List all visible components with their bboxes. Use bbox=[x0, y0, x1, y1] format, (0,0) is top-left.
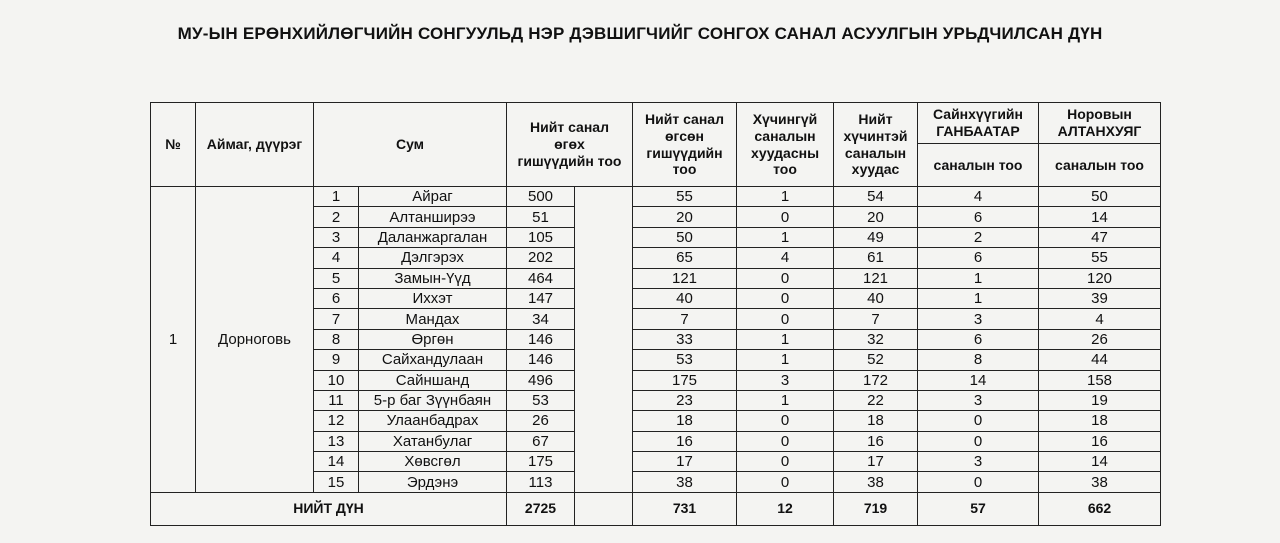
row-invalid: 1 bbox=[737, 329, 834, 349]
row-valid: 20 bbox=[834, 207, 918, 227]
row-invalid: 4 bbox=[737, 248, 834, 268]
row-valid: 32 bbox=[834, 329, 918, 349]
row-candidate2: 4 bbox=[1039, 309, 1161, 329]
row-candidate1: 0 bbox=[918, 431, 1039, 451]
row-index: 1 bbox=[314, 187, 359, 207]
row-eligible: 146 bbox=[507, 350, 575, 370]
row-index: 7 bbox=[314, 309, 359, 329]
results-body bbox=[151, 187, 1161, 526]
row-candidate2: 120 bbox=[1039, 268, 1161, 288]
row-candidate1: 6 bbox=[918, 207, 1039, 227]
row-index: 4 bbox=[314, 248, 359, 268]
row-invalid: 1 bbox=[737, 227, 834, 247]
row-candidate2: 19 bbox=[1039, 390, 1161, 410]
row-index: 10 bbox=[314, 370, 359, 390]
row-candidate1: 1 bbox=[918, 288, 1039, 308]
row-index: 9 bbox=[314, 350, 359, 370]
header-voted: Нийт санал өгсөн гишүүдийн тоо bbox=[633, 103, 737, 187]
row-index: 15 bbox=[314, 472, 359, 492]
row-voted: 7 bbox=[633, 309, 737, 329]
row-candidate2: 50 bbox=[1039, 187, 1161, 207]
row-voted: 33 bbox=[633, 329, 737, 349]
row-candidate1: 0 bbox=[918, 472, 1039, 492]
row-candidate1: 6 bbox=[918, 329, 1039, 349]
row-candidate2: 18 bbox=[1039, 411, 1161, 431]
row-invalid: 0 bbox=[737, 431, 834, 451]
row-candidate1: 3 bbox=[918, 452, 1039, 472]
row-index: 5 bbox=[314, 268, 359, 288]
row-sum-name: Замын-Үүд bbox=[359, 268, 507, 288]
row-voted: 18 bbox=[633, 411, 737, 431]
row-gap bbox=[575, 390, 633, 410]
row-valid: 17 bbox=[834, 452, 918, 472]
row-gap bbox=[575, 288, 633, 308]
row-gap bbox=[575, 350, 633, 370]
header-candidate1-sub: саналын тоо bbox=[918, 144, 1039, 187]
row-candidate2: 38 bbox=[1039, 472, 1161, 492]
row-gap bbox=[575, 472, 633, 492]
header-aimag: Аймаг, дүүрэг bbox=[196, 103, 314, 187]
row-invalid: 0 bbox=[737, 411, 834, 431]
row-index: 6 bbox=[314, 288, 359, 308]
row-sum-name: Даланжаргалан bbox=[359, 227, 507, 247]
row-voted: 20 bbox=[633, 207, 737, 227]
row-valid: 16 bbox=[834, 431, 918, 451]
row-candidate1: 1 bbox=[918, 268, 1039, 288]
row-valid: 172 bbox=[834, 370, 918, 390]
row-eligible: 147 bbox=[507, 288, 575, 308]
row-candidate1: 6 bbox=[918, 248, 1039, 268]
row-eligible: 51 bbox=[507, 207, 575, 227]
totals-gap bbox=[575, 492, 633, 525]
row-index: 14 bbox=[314, 452, 359, 472]
row-valid: 7 bbox=[834, 309, 918, 329]
row-sum-name: Улаанбадрах bbox=[359, 411, 507, 431]
header-no: № bbox=[151, 103, 196, 187]
totals-voted: 731 bbox=[633, 492, 737, 525]
row-eligible: 105 bbox=[507, 227, 575, 247]
totals-row bbox=[151, 492, 1161, 525]
row-candidate1: 8 bbox=[918, 350, 1039, 370]
row-eligible: 113 bbox=[507, 472, 575, 492]
row-valid: 22 bbox=[834, 390, 918, 410]
header-candidate2-sub: саналын тоо bbox=[1039, 144, 1161, 187]
row-voted: 17 bbox=[633, 452, 737, 472]
row-invalid: 0 bbox=[737, 309, 834, 329]
row-candidate2: 14 bbox=[1039, 452, 1161, 472]
document-title: МУ-ЫН ЕРӨНХИЙЛӨГЧИЙН СОНГУУЛЬД НЭР ДЭВШИГЧИЙГ СОНГОХ САНАЛ АСУУЛГЫН УРЬДЧИЛСАН ДҮН bbox=[177, 24, 1103, 43]
row-gap bbox=[575, 187, 633, 207]
row-candidate2: 47 bbox=[1039, 227, 1161, 247]
header-candidate1-name: Сайнхүүгийн ГАНБААТАР bbox=[918, 103, 1039, 144]
row-voted: 53 bbox=[633, 350, 737, 370]
row-sum-name: Иххэт bbox=[359, 288, 507, 308]
row-index: 13 bbox=[314, 431, 359, 451]
row-valid: 52 bbox=[834, 350, 918, 370]
row-sum-name: Айраг bbox=[359, 187, 507, 207]
row-eligible: 67 bbox=[507, 431, 575, 451]
row-candidate2: 44 bbox=[1039, 350, 1161, 370]
results-table bbox=[150, 102, 1161, 526]
row-eligible: 464 bbox=[507, 268, 575, 288]
row-voted: 23 bbox=[633, 390, 737, 410]
row-candidate2: 16 bbox=[1039, 431, 1161, 451]
row-index: 12 bbox=[314, 411, 359, 431]
row-candidate1: 14 bbox=[918, 370, 1039, 390]
row-eligible: 34 bbox=[507, 309, 575, 329]
totals-candidate1: 57 bbox=[918, 492, 1039, 525]
row-valid: 54 bbox=[834, 187, 918, 207]
row-gap bbox=[575, 452, 633, 472]
row-candidate1: 4 bbox=[918, 187, 1039, 207]
row-sum-name: Өргөн bbox=[359, 329, 507, 349]
row-eligible: 175 bbox=[507, 452, 575, 472]
row-gap bbox=[575, 411, 633, 431]
header-invalid: Хүчингүй саналын хуудасны тоо bbox=[737, 103, 834, 187]
row-invalid: 0 bbox=[737, 452, 834, 472]
row-eligible: 26 bbox=[507, 411, 575, 431]
row-gap bbox=[575, 268, 633, 288]
header-eligible: Нийт санал өгөх гишүүдийн тоо bbox=[507, 103, 633, 187]
row-gap bbox=[575, 227, 633, 247]
row-valid: 121 bbox=[834, 268, 918, 288]
row-candidate1: 0 bbox=[918, 411, 1039, 431]
header-candidate2-name: Норовын АЛТАНХУЯГ bbox=[1039, 103, 1161, 144]
totals-valid: 719 bbox=[834, 492, 918, 525]
row-valid: 61 bbox=[834, 248, 918, 268]
row-sum-name: 5-р баг Зүүнбаян bbox=[359, 390, 507, 410]
row-voted: 121 bbox=[633, 268, 737, 288]
row-sum-name: Алтанширээ bbox=[359, 207, 507, 227]
row-invalid: 0 bbox=[737, 268, 834, 288]
totals-invalid: 12 bbox=[737, 492, 834, 525]
header-valid: Нийт хүчинтэй саналын хуудас bbox=[834, 103, 918, 187]
row-eligible: 146 bbox=[507, 329, 575, 349]
group-number: 1 bbox=[151, 187, 196, 493]
row-candidate2: 55 bbox=[1039, 248, 1161, 268]
row-voted: 38 bbox=[633, 472, 737, 492]
row-candidate1: 3 bbox=[918, 309, 1039, 329]
group-aimag: Дорноговь bbox=[196, 187, 314, 493]
row-gap bbox=[575, 207, 633, 227]
row-sum-name: Мандах bbox=[359, 309, 507, 329]
row-candidate2: 39 bbox=[1039, 288, 1161, 308]
row-index: 8 bbox=[314, 329, 359, 349]
row-invalid: 0 bbox=[737, 207, 834, 227]
row-gap bbox=[575, 370, 633, 390]
row-invalid: 1 bbox=[737, 187, 834, 207]
row-sum-name: Сайхандулаан bbox=[359, 350, 507, 370]
row-sum-name: Эрдэнэ bbox=[359, 472, 507, 492]
row-voted: 65 bbox=[633, 248, 737, 268]
row-eligible: 202 bbox=[507, 248, 575, 268]
totals-candidate2: 662 bbox=[1039, 492, 1161, 525]
row-voted: 40 bbox=[633, 288, 737, 308]
row-voted: 55 bbox=[633, 187, 737, 207]
row-valid: 40 bbox=[834, 288, 918, 308]
row-candidate1: 3 bbox=[918, 390, 1039, 410]
row-candidate2: 26 bbox=[1039, 329, 1161, 349]
table-row bbox=[151, 187, 1161, 207]
row-gap bbox=[575, 248, 633, 268]
row-invalid: 0 bbox=[737, 472, 834, 492]
row-sum-name: Хатанбулаг bbox=[359, 431, 507, 451]
row-index: 2 bbox=[314, 207, 359, 227]
row-sum-name: Хөвсгөл bbox=[359, 452, 507, 472]
row-candidate2: 14 bbox=[1039, 207, 1161, 227]
row-voted: 175 bbox=[633, 370, 737, 390]
header-sum: Сум bbox=[314, 103, 507, 187]
totals-label: НИЙТ ДҮН bbox=[151, 492, 507, 525]
row-sum-name: Сайншанд bbox=[359, 370, 507, 390]
row-candidate1: 2 bbox=[918, 227, 1039, 247]
row-gap bbox=[575, 431, 633, 451]
row-candidate2: 158 bbox=[1039, 370, 1161, 390]
row-invalid: 1 bbox=[737, 390, 834, 410]
row-voted: 16 bbox=[633, 431, 737, 451]
row-invalid: 3 bbox=[737, 370, 834, 390]
row-eligible: 496 bbox=[507, 370, 575, 390]
row-index: 3 bbox=[314, 227, 359, 247]
row-sum-name: Дэлгэрэх bbox=[359, 248, 507, 268]
row-gap bbox=[575, 329, 633, 349]
row-gap bbox=[575, 309, 633, 329]
totals-eligible: 2725 bbox=[507, 492, 575, 525]
row-valid: 38 bbox=[834, 472, 918, 492]
row-index: 11 bbox=[314, 390, 359, 410]
row-valid: 49 bbox=[834, 227, 918, 247]
row-valid: 18 bbox=[834, 411, 918, 431]
row-invalid: 1 bbox=[737, 350, 834, 370]
row-eligible: 500 bbox=[507, 187, 575, 207]
row-invalid: 0 bbox=[737, 288, 834, 308]
row-eligible: 53 bbox=[507, 390, 575, 410]
row-voted: 50 bbox=[633, 227, 737, 247]
